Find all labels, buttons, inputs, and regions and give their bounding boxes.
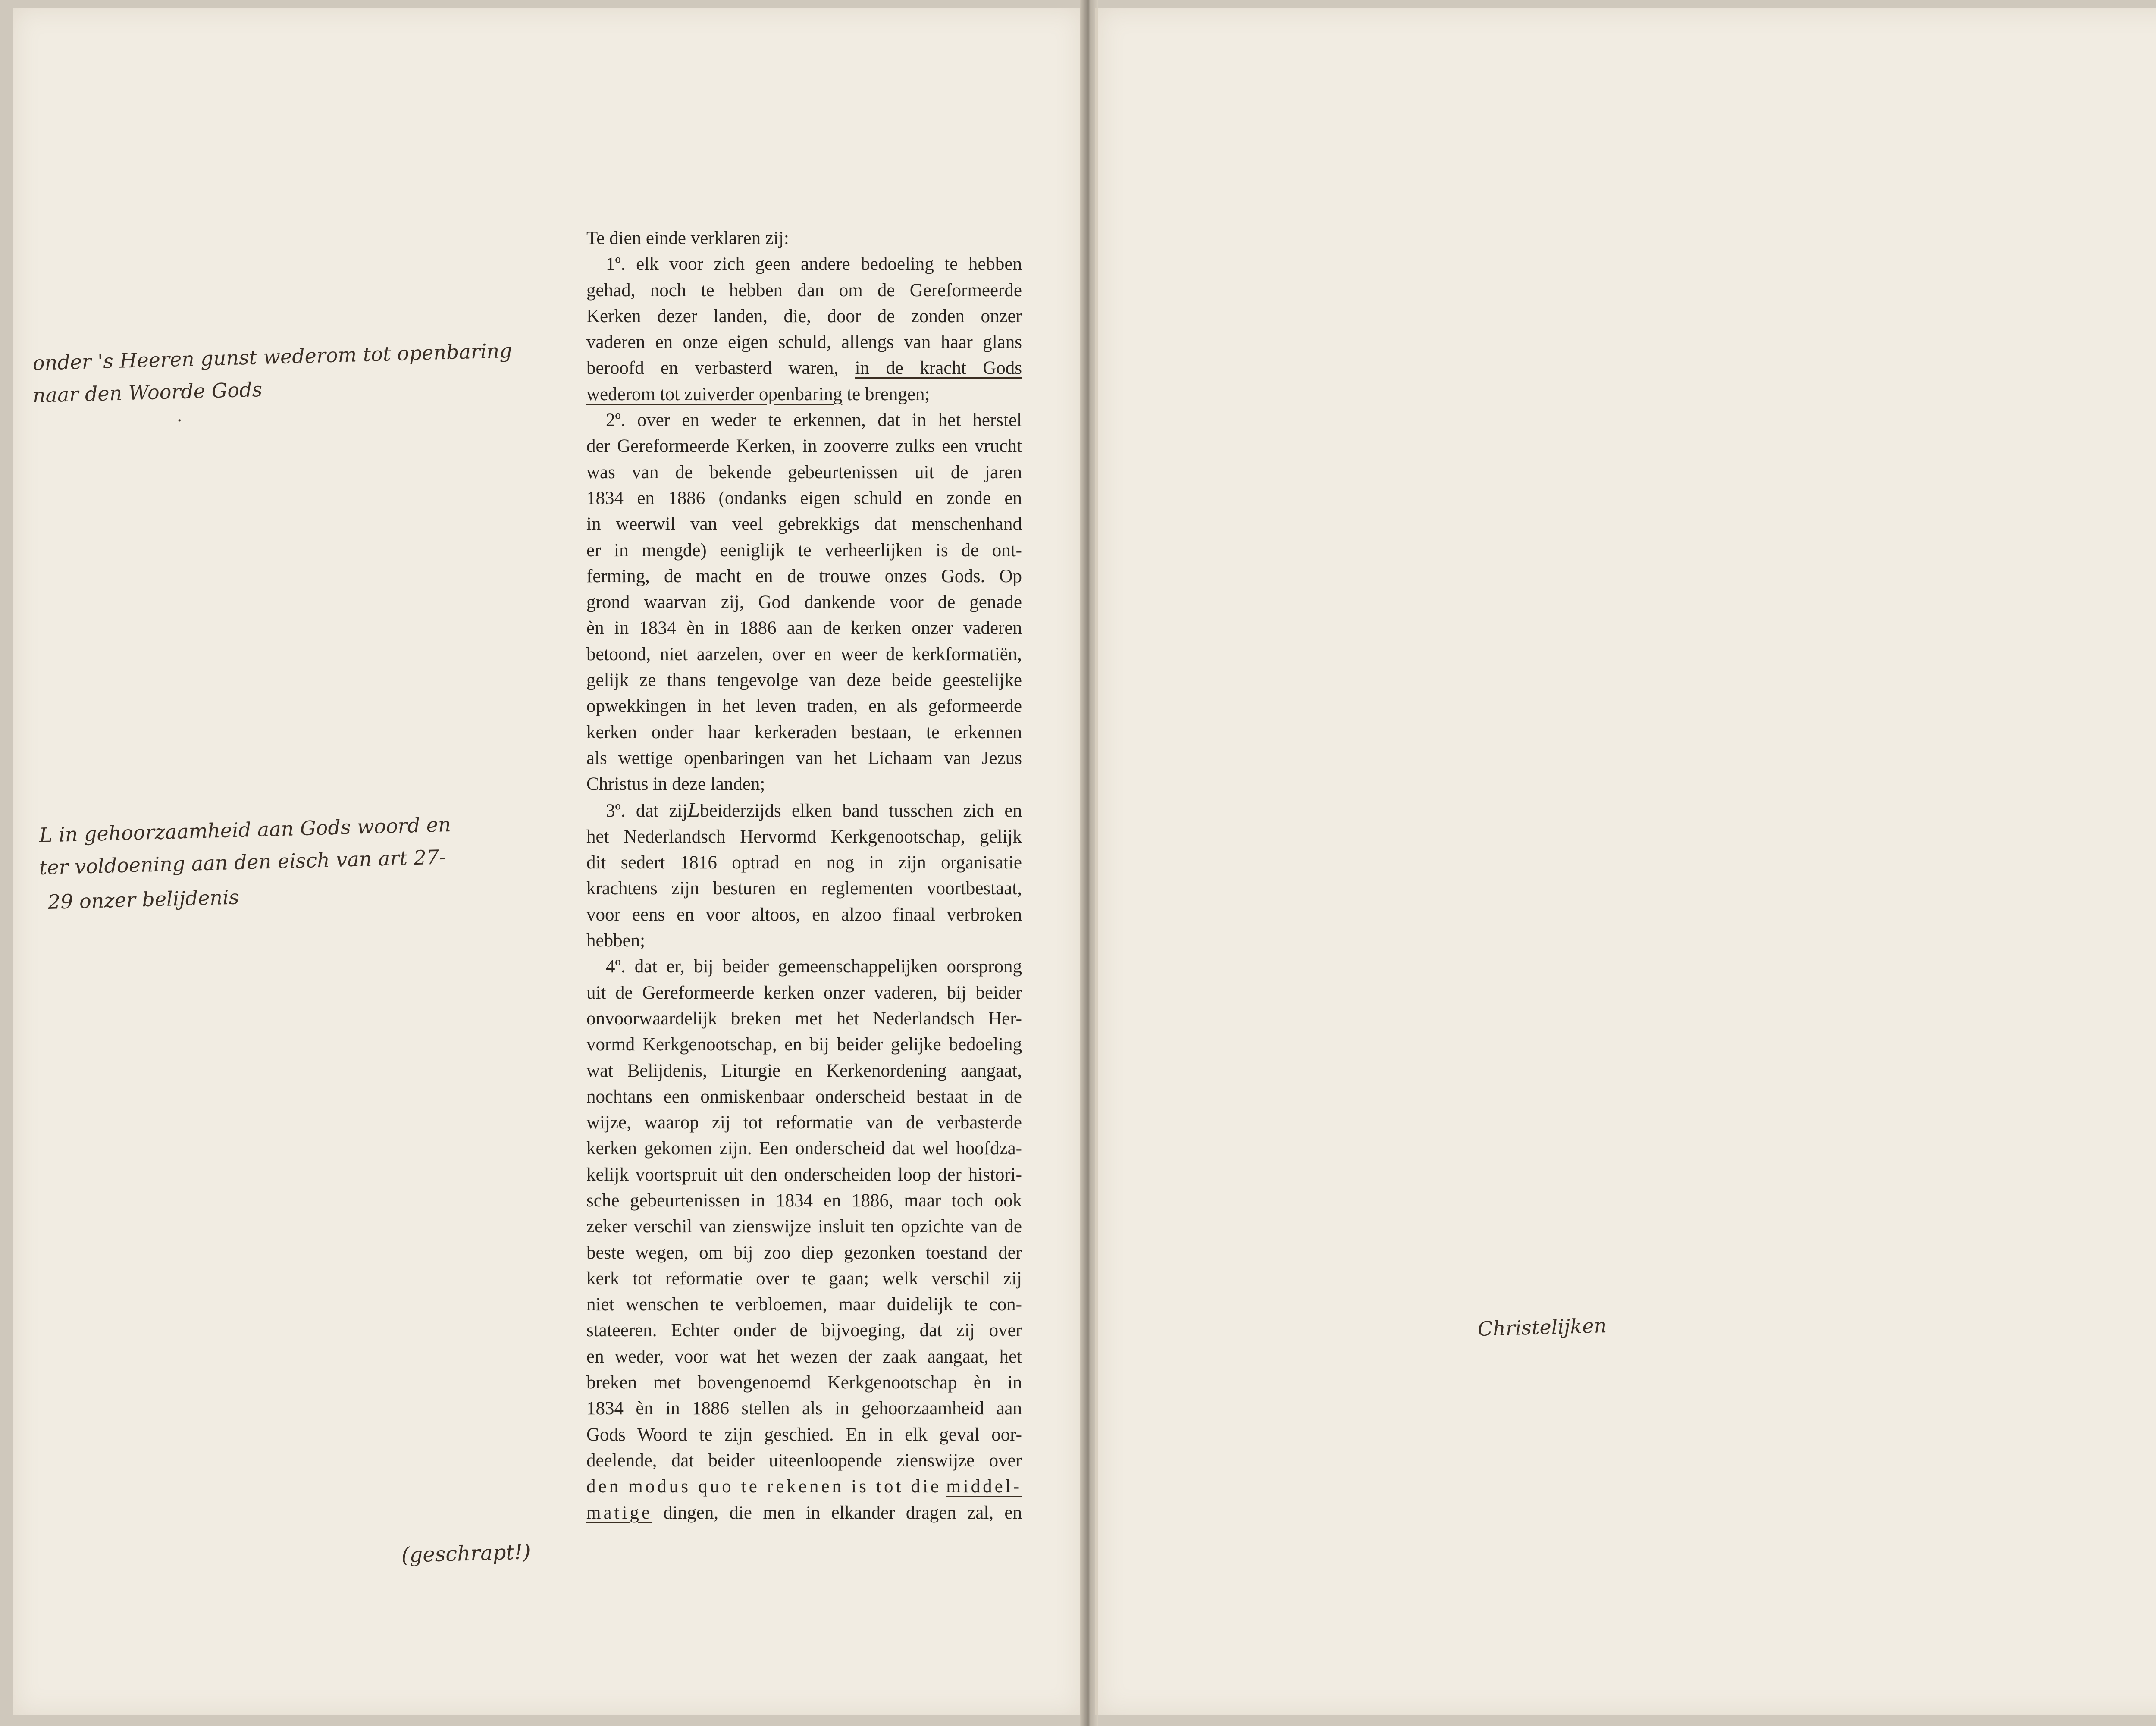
text-line: 1834 en 1886 (ondanks eigen schuld en zonde en: [586, 488, 1022, 508]
underlined-text: middel-: [946, 1476, 1022, 1497]
margin-note-2-line-2: ter voldoening aan den eisch van art 27-: [39, 845, 446, 879]
text-line: nochtans een onmiskenbaar onderscheid bestaat in de: [586, 1086, 1022, 1107]
text-line: der Gereformeerde Kerken, in zooverre zulks een vrucht: [586, 436, 1022, 457]
margin-dot: ·: [177, 411, 182, 431]
underlined-text: matige: [586, 1502, 653, 1523]
text-line: in weerwil van veel gebrekkigs dat menschenhand: [586, 514, 1022, 535]
text-line: was van de bekende gebeurtenissen uit de jaren: [586, 462, 1022, 482]
text-line: [586, 355, 1022, 381]
text-line: [586, 1474, 1022, 1500]
text-line: stateeren. Echter onder de bijvoeging, dat zij over: [586, 1320, 1022, 1341]
text-line: het Nederlandsch Hervormd Kerkgenootschap, gelijk: [586, 826, 1022, 847]
left-page: [13, 8, 1085, 1715]
text-line: vormd Kerkgenootschap, en bij beider gelijke bedoeling: [586, 1034, 1022, 1055]
text-line: wijze, waarop zij tot reformatie van de verbasterde: [586, 1112, 1022, 1133]
text-line: Kerken dezer landen, die, door de zonden onzer: [586, 306, 1022, 326]
margin-note-1-line-1: onder 's Heeren gunst wederom tot openbaring: [32, 338, 513, 375]
caret-mark: L: [687, 799, 700, 821]
margin-note-1-line-2: naar den Woorde Gods: [32, 378, 263, 407]
text-segment: 3º. dat zij: [606, 800, 688, 821]
margin-note-geschrapt: (geschrapt!): [401, 1540, 531, 1567]
text-line: èn in 1834 èn in 1886 aan de kerken onzer vaderen: [586, 618, 1022, 639]
text-line: onvoorwaardelijk breken met het Nederlandsch Her-: [586, 1008, 1022, 1029]
text-line: kerken gekomen zijn. Een onderscheid dat wel hoofdza-: [586, 1138, 1022, 1159]
text-line: hebben;: [586, 930, 646, 951]
right-page: [1095, 8, 2156, 1715]
text-segment: den modus quo te rekenen is tot die: [586, 1476, 942, 1497]
left-page-text: [586, 226, 1022, 1526]
text-line: zeker verschil van zienswijze insluit ten opzichte van de: [586, 1216, 1022, 1237]
text-line: Gods Woord te zijn geschied. En in elk geval oor-: [586, 1424, 1022, 1445]
text-line: [586, 1500, 1022, 1526]
margin-note-2-line-1: L in gehoorzaamheid aan Gods woord en: [39, 812, 451, 847]
text-segment: te brengen;: [847, 384, 930, 404]
text-line: uit de Gereformeerde kerken onzer vaderen, bij beider: [586, 982, 1022, 1003]
underlined-text: in de kracht Gods: [855, 358, 1022, 379]
text-line: beste wegen, om bij zoo diep gezonken toestand der: [586, 1242, 1022, 1263]
text-line: gelijk ze thans tengevolge van deze beide geestelijke: [586, 670, 1022, 691]
text-line: [586, 798, 1022, 824]
text-line: 1834 èn in 1886 stellen als in gehoorzaamheid aan: [586, 1398, 1022, 1419]
text-line: wat Belijdenis, Liturgie en Kerkenordening aangaat,: [586, 1060, 1022, 1081]
text-line: als wettige openbaringen van het Lichaam van Jezus: [586, 748, 1022, 768]
text-line: sche gebeurtenissen in 1834 en 1886, maar toch ook: [586, 1190, 1022, 1211]
text-line: voor eens en voor altoos, en alzoo finaal verbroken: [586, 904, 1022, 925]
text-line: krachtens zijn besturen en reglementen voortbestaat,: [586, 878, 1022, 899]
text-line: kelijk voortspruit uit den onderscheiden loop der histori-: [586, 1164, 1022, 1185]
text-line: ferming, de macht en de trouwe onzes Gods. Op: [586, 566, 1022, 586]
margin-note-christelijken: Christelijken: [1477, 1314, 1607, 1341]
text-line: er in mengde) eeniglijk te verheerlijken is de ont-: [586, 540, 1022, 561]
text-segment: beroofd en verbasterd waren,: [586, 358, 839, 379]
text-line: niet wenschen te verbloemen, maar duidelijk te con-: [586, 1294, 1022, 1315]
text-line: 1º. elk voor zich geen andere bedoeling te hebben: [606, 254, 1022, 275]
text-line: Christus in deze landen;: [586, 774, 765, 795]
text-line: 2º. over en weder te erkennen, dat in het herstel: [606, 410, 1022, 431]
text-line: betoond, niet aarzelen, over en weer de kerkformatiën,: [586, 644, 1022, 664]
text-line: kerken onder haar kerkeraden bestaan, te erkennen: [586, 722, 1022, 742]
text-line: Te dien einde verklaren zij:: [586, 228, 789, 248]
text-segment: dingen, die men in elkander dragen zal, en: [663, 1502, 1022, 1523]
text-line: breken met bovengenoemd Kerkgenootschap èn in: [586, 1372, 1022, 1393]
text-line: kerk tot reformatie over te gaan; welk verschil zij: [586, 1268, 1022, 1289]
text-line: dit sedert 1816 optrad en nog in zijn organisatie: [586, 852, 1022, 873]
text-line: deelende, dat beider uiteenloopende zienswijze over: [586, 1450, 1022, 1471]
underlined-text: wederom tot zuiverder openbaring: [586, 384, 843, 404]
text-line: en weder, voor wat het wezen der zaak aangaat, het: [586, 1346, 1022, 1367]
text-line: gehad, noch te hebben dan om de Gereformeerde: [586, 280, 1022, 301]
text-line: opwekkingen in het leven traden, en als geformeerde: [586, 696, 1022, 717]
text-segment: beiderzijds elken band tusschen zich en: [700, 800, 1022, 821]
text-line: vaderen en onze eigen schuld, allengs van haar glans: [586, 332, 1022, 353]
margin-note-2-line-3: 29 onzer belijdenis: [47, 885, 239, 914]
text-line: 4º. dat er, bij beider gemeenschappelijken oorsprong: [606, 956, 1022, 977]
text-line: grond waarvan zij, God dankende voor de genade: [586, 592, 1022, 613]
text-line: [586, 382, 1022, 407]
